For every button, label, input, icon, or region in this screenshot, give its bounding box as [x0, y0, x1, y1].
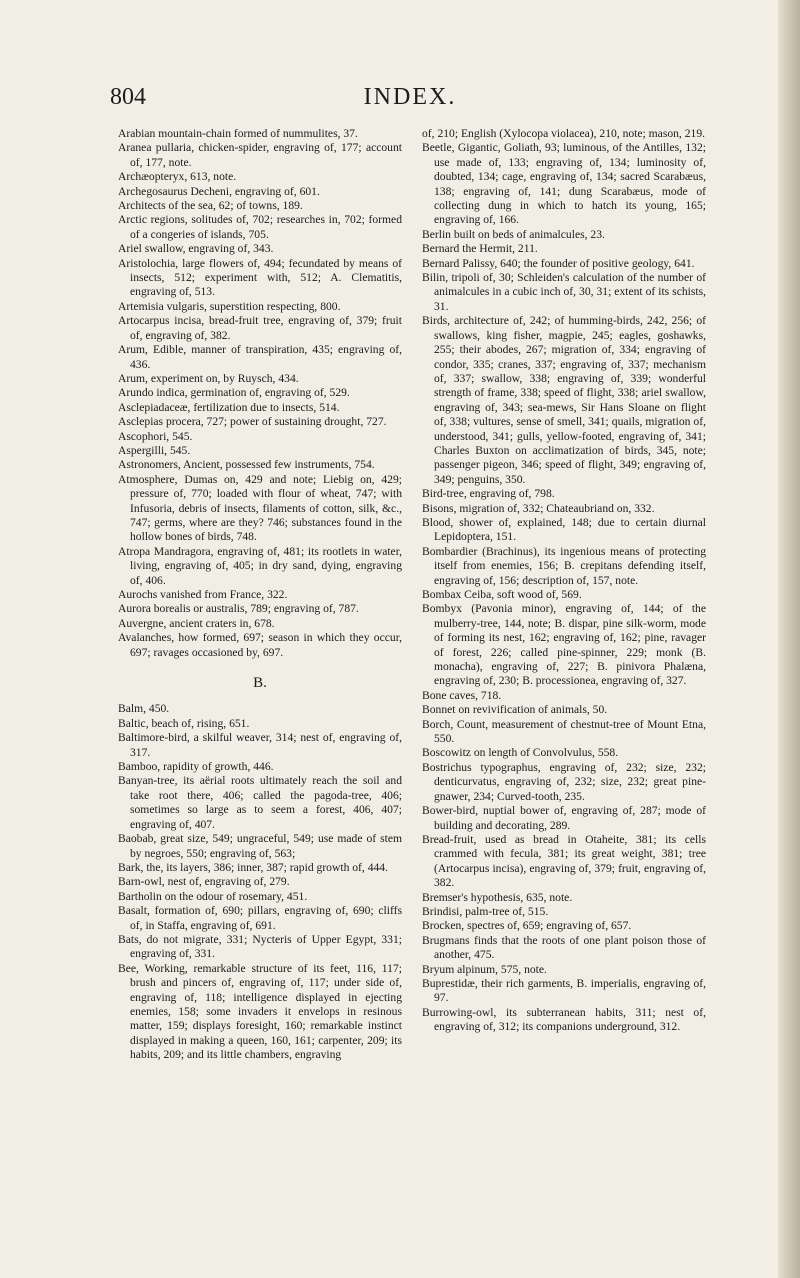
- index-entry: Boscowitz on length of Convolvulus, 558.: [422, 746, 619, 760]
- index-entry: Borch, Count, measurement of chestnut-tree of Mount Etna, 550.: [422, 717, 706, 746]
- index-entry: Architects of the sea, 62; of towns, 189.: [118, 199, 303, 213]
- index-entry: Arabian mountain-chain formed of nummulites, 37.: [118, 127, 358, 140]
- index-entry: Balm, 450.: [118, 702, 170, 716]
- index-entry: Aristolochia, large flowers of, 494; fecundated by means of insects, 512; experiment with, 512; A. Clematitis, engraving of, 513.: [118, 256, 402, 299]
- page-number: 804: [110, 84, 146, 110]
- index-entry: Bread-fruit, used as bread in Otaheite, 381; its cells crammed with fecula, 381; its great weight, 381; tree (Artocarpus incisa), engraving of, 379; fruit, engraving of, 382.: [422, 832, 706, 890]
- index-entry: Barn-owl, nest of, engraving of, 279.: [118, 875, 290, 889]
- index-entry: Bone caves, 718.: [422, 688, 502, 702]
- index-entry: Astronomers, Ancient, possessed few instruments, 754.: [118, 458, 375, 472]
- index-entry: Arundo indica, germination of, engraving of, 529.: [118, 386, 350, 400]
- index-entry: of, 210; English (Xylocopa violacea), 210, note; mason, 219.: [422, 127, 706, 140]
- index-entry: Atropa Mandragora, engraving of, 481; its rootlets in water, living, engraving of, 405; in dry sand, dying, engraving of, 406.: [118, 544, 402, 587]
- index-entry: Bartholin on the odour of rosemary, 451.: [118, 889, 308, 903]
- index-entry: Brocken, spectres of, 659; engraving of, 657.: [422, 919, 632, 933]
- index-entry: Bombyx (Pavonia minor), engraving of, 144; of the mulberry-tree, 144, note; B. dispar, pine silk-worm, mode of forming its nest, 162; engraving of, 162; pine, ravager of forest, 226; called pine-spinner, 229; monk (B. monacha), engraving of, 227; B. pinivora Phalæna, engraving of, 230; B. processionea, engraving of, 327.: [422, 602, 706, 688]
- index-entry: Bamboo, rapidity of growth, 446.: [118, 760, 274, 774]
- index-entry: Bombax Ceiba, soft wood of, 569.: [422, 588, 582, 601]
- index-entry: Bernard the Hermit, 211.: [422, 242, 538, 256]
- index-entry: Banyan-tree, its aërial roots ultimately reach the soil and take root there, 406; called the pagoda-tree, 406; sometimes so large as to seem a forest, 406, 407; engraving of, 407.: [118, 774, 402, 831]
- index-entry: Bryum alpinum, 575, note.: [422, 962, 547, 976]
- index-entry: Bird-tree, engraving of, 798.: [422, 487, 555, 501]
- section-b-entries: [118, 702, 402, 1062]
- index-entry: Bonnet on revivification of animals, 50.: [422, 703, 608, 717]
- index-entry: Asclepiadaceæ, fertilization due to insects, 514.: [118, 400, 340, 414]
- index-entry: Birds, architecture of, 242; of humming-birds, 242, 256; of swallows, king fisher, magpie, 245; eagles, goshawks, 255; their abodes, 267; migration of, 334; engraving of condor, 335; cranes, 337; engraving of, 337; mechanism of, 337; swallow, 338; engraving of, 339; wonderful strength of frame, 338; speed of flight, 338; ariel swallow, engraving of, 343; sea-mews, Sir Hans Sloane on flight of, 338; vultures, sense of smell, 341; quails, migration of, understood, 341; gulls, yellow-footed, engraving of, 341; Charles Buxton on acclimatization of birds, 345, note; passenger pigeon, 346; speed of flight, 349; engraving of, 349; penguins, 350.: [422, 314, 706, 486]
- index-right-column: [422, 127, 706, 1035]
- index-entry: Artemisia vulgaris, superstition respecting, 800.: [118, 299, 341, 313]
- index-entry: Bombardier (Brachinus), its ingenious means of protecting itself from enemies, 156; B. crepitans defending itself, engraving of, 156; description of, 157, note.: [422, 544, 706, 587]
- index-entry: Archæopteryx, 613, note.: [118, 170, 237, 184]
- index-entry: Beetle, Gigantic, Goliath, 93; luminous, of the Antilles, 132; use made of, 133; engraving of, 134; luminosity of, doubted, 134; cage, engraving of, 134; sacred Scarabæus, 138; engraving of, 141; dung Scarabæus, mode of collecting dung in which to hatch its young, 165; engraving of, 166.: [422, 141, 706, 227]
- index-entry: Bower-bird, nuptial bower of, engraving of, 287; mode of building and decorating, 289.: [422, 804, 706, 832]
- index-entry: Arum, experiment on, by Ruysch, 434.: [118, 371, 299, 385]
- index-entry: Brindisi, palm-tree of, 515.: [422, 904, 549, 918]
- index-left-column: [118, 127, 402, 1063]
- index-entry: Bremser's hypothesis, 635, note.: [422, 890, 573, 904]
- index-entry: Arum, Edible, manner of transpiration, 435; engraving of, 436.: [118, 343, 402, 371]
- index-entry: Baltimore-bird, a skilful weaver, 314; nest of, engraving of, 317.: [118, 731, 402, 759]
- page-title: INDEX.: [363, 84, 457, 110]
- index-entry: Berlin built on beds of animalcules, 23.: [422, 227, 605, 241]
- index-entry: Asclepias procera, 727; power of sustaining drought, 727.: [118, 415, 387, 429]
- index-entry: Aurora borealis or australis, 789; engraving of, 787.: [118, 602, 359, 616]
- index-entry: Bisons, migration of, 332; Chateaubriand on, 332.: [422, 501, 655, 515]
- index-entry: Burrowing-owl, its subterranean habits, 311; nest of, engraving of, 312; its companions underground, 312.: [422, 1005, 706, 1034]
- index-entry: Bark, the, its layers, 386; inner, 387; rapid growth of, 444.: [118, 860, 389, 874]
- index-entry: Archegosaurus Decheni, engraving of, 601.: [118, 184, 320, 198]
- index-entry: Auvergne, ancient craters in, 678.: [118, 616, 275, 630]
- page-edge-shadow: [778, 0, 800, 1278]
- index-entry: Brugmans finds that the roots of one plant poison those of another, 475.: [422, 933, 706, 962]
- index-entry: Baltic, beach of, rising, 651.: [118, 716, 250, 730]
- index-entry: Atmosphere, Dumas on, 429 and note; Liebig on, 429; pressure of, 770; loaded with flour of wheat, 747; with Infusoria, debris of insects, filaments of cotton, silk, &c., 747; germs, where are they? 746; substances found in the hollow bones of birds, 748.: [118, 472, 402, 544]
- index-entry: Arctic regions, solitudes of, 702; researches in, 702; formed of a congeries of islands, 705.: [118, 213, 402, 241]
- index-entry: Buprestidæ, their rich garments, B. imperialis, engraving of, 97.: [422, 976, 706, 1005]
- right-entries: [422, 127, 706, 1035]
- index-entry: Bats, do not migrate, 331; Nycteris of Upper Egypt, 331; engraving of, 331.: [118, 932, 402, 961]
- index-entry: Avalanches, how formed, 697; season in which they occur, 697; ravages occasioned by, 697.: [118, 631, 402, 659]
- index-entry: Aranea pullaria, chicken-spider, engraving of, 177; account of, 177, note.: [118, 141, 402, 169]
- index-entry: Bilin, tripoli of, 30; Schleiden's calculation of the number of animalcules in a cubic inch of, 30, 31; extent of its schists, 31.: [422, 271, 706, 313]
- index-entry: Artocarpus incisa, bread-fruit tree, engraving of, 379; fruit of, engraving of, 382.: [118, 314, 402, 342]
- index-entry: Aurochs vanished from France, 322.: [118, 588, 288, 601]
- left-entries: [118, 127, 402, 660]
- index-entry: Aspergilli, 545.: [118, 443, 191, 457]
- index-entry: Ariel swallow, engraving of, 343.: [118, 242, 274, 256]
- index-entry: Basalt, formation of, 690; pillars, engraving of, 690; cliffs of, in Staffa, engraving of, 691.: [118, 904, 402, 932]
- index-entry: Bostrichus typographus, engraving of, 232; size, 232; denticurvatus, engraving of, 232; size, 232; great pine-gnawer, 234; Curved-tooth, 235.: [422, 760, 706, 803]
- index-entry: Bee, Working, remarkable structure of its feet, 116, 117; brush and pincers of, engraving of, 117; under side of, engraving of, 118; intelligence displayed in ejecting enemies, 158; some invaders it envelops in resinous matter, 159; displays foresight, 160; remarkable instinct displayed in making a queen, 160, 161; carpenter, 209; its habits, 209; and its little chambers, engraving: [118, 961, 402, 1062]
- index-entry: Baobab, great size, 549; ungraceful, 549; use made of stem by negroes, 550; engraving of, 563;: [118, 832, 402, 860]
- page-header: [110, 84, 710, 114]
- index-entry: Blood, shower of, explained, 148; due to certain diurnal Lepidoptera, 151.: [422, 515, 706, 544]
- index-entry: Bernard Palissy, 640; the founder of positive geology, 641.: [422, 256, 695, 270]
- index-entry: Ascophori, 545.: [118, 429, 193, 443]
- section-letter-b: B.: [253, 675, 267, 692]
